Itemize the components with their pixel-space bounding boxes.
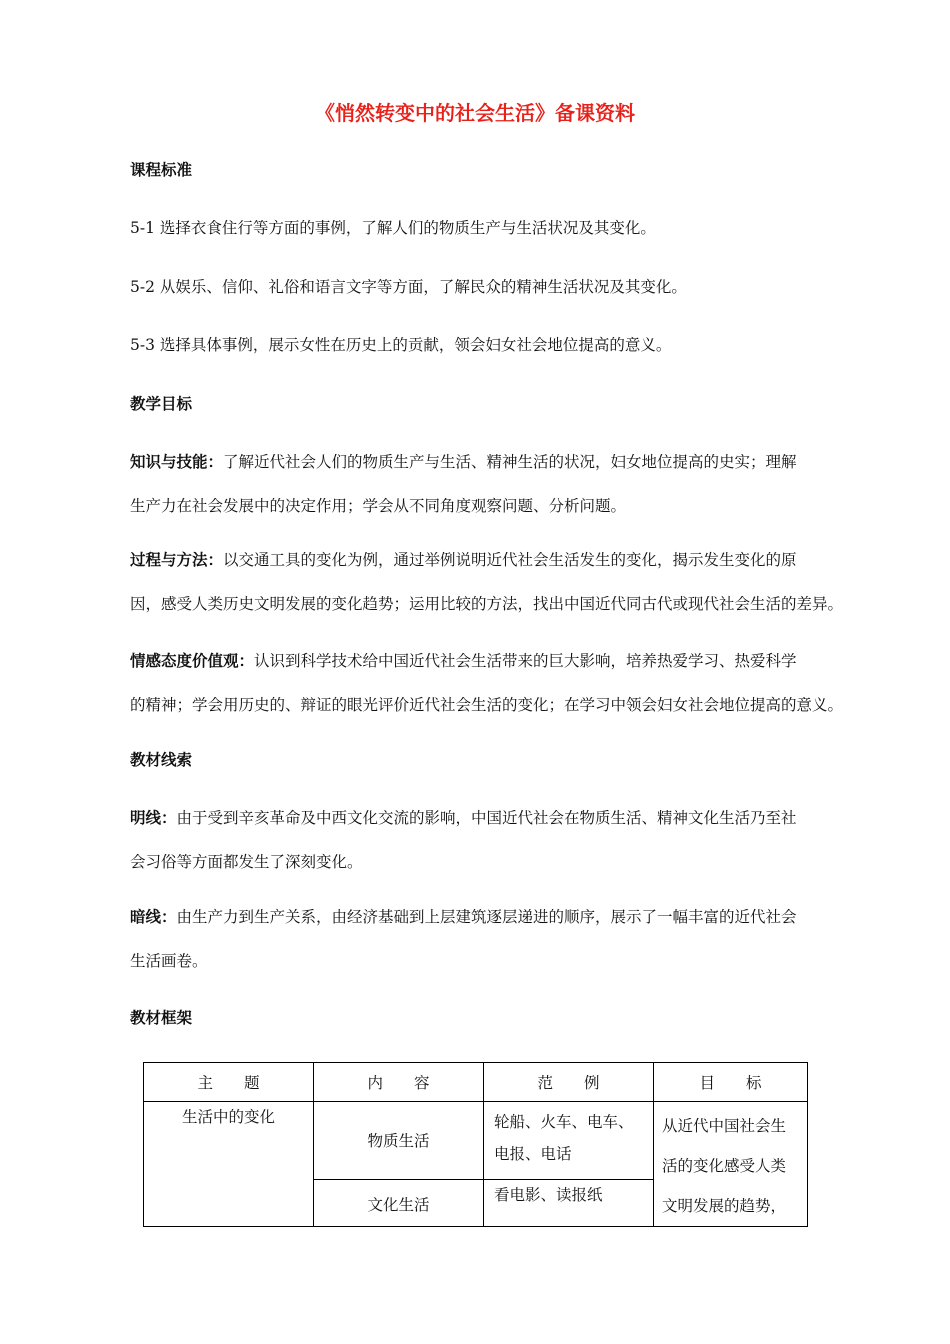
goal-line2: 活的变化感受人类 — [662, 1157, 787, 1175]
clue-explicit-label: 明线： — [130, 809, 177, 827]
goal-emotion-line1: 认识到科学技术给中国近代社会生活带来的巨大影响，培养热爱学习、热爱科学 — [254, 652, 797, 670]
cell-topic: 生活中的变化 — [144, 1102, 314, 1227]
header-content: 内 容 — [314, 1063, 484, 1102]
clue-implicit-label: 暗线： — [130, 908, 177, 926]
goal-line3: 文明发展的趋势， — [662, 1197, 787, 1215]
goal-knowledge-line2: 生产力在社会发展中的决定作用；学会从不同角度观察问题、分析问题。 — [130, 497, 627, 515]
clue-explicit-line1: 由于受到辛亥革命及中西文化交流的影响，中国近代社会在物质生活、精神文化生活乃至社 — [176, 809, 797, 827]
goal-process-line2: 因，感受人类历史文明发展的变化趋势；运用比较的方法，找出中国近代同古代或现代社会生活的差异。 — [130, 595, 844, 613]
cell-example-culture: 看电影、读报纸 — [484, 1179, 654, 1226]
clue-implicit — [130, 906, 854, 994]
clue-implicit-line2: 生活画卷。 — [130, 952, 208, 970]
heading-clues: 教材线索 — [130, 751, 193, 769]
heading-standards: 课程标准 — [130, 161, 193, 179]
goal-emotion-line2: 的精神；学会用历史的、辩证的眼光评价近代社会生活的变化；在学习中领会妇女社会地位提高的意义。 — [130, 696, 844, 714]
clue-explicit — [130, 807, 854, 895]
framework-table — [143, 1062, 808, 1227]
page-title: 《悄然转变中的社会生活》备课资料 — [315, 101, 635, 125]
clue-implicit-line1: 由生产力到生产关系，由经济基础到上层建筑逐层递进的顺序，展示了一幅丰富的近代社会 — [176, 908, 797, 926]
goal-process-label: 过程与方法： — [130, 551, 224, 569]
standard-item-1: 5-1 选择衣食住行等方面的事例，了解人们的物质生产与生活状况及其变化。 — [130, 219, 656, 237]
example-material-line2: 电报、电话 — [494, 1145, 572, 1163]
goal-emotion — [130, 650, 854, 738]
header-goal: 目 标 — [654, 1063, 808, 1102]
cell-example-material — [484, 1102, 654, 1180]
goal-line1: 从近代中国社会生 — [662, 1117, 787, 1135]
standard-item-2: 5-2 从娱乐、信仰、礼俗和语言文字等方面，了解民众的精神生活状况及其变化。 — [130, 278, 687, 296]
heading-framework: 教材框架 — [130, 1009, 193, 1027]
example-material-line1: 轮船、火车、电车、 — [494, 1113, 634, 1131]
goal-knowledge-line1: 了解近代社会人们的物质生产与生活、精神生活的状况，妇女地位提高的史实；理解 — [223, 453, 797, 471]
goal-knowledge-label: 知识与技能： — [130, 453, 224, 471]
goal-knowledge — [130, 451, 854, 539]
clue-explicit-line2: 会习俗等方面都发生了深刻变化。 — [130, 853, 363, 871]
goal-emotion-label: 情感态度价值观： — [130, 652, 255, 670]
cell-content-material: 物质生活 — [314, 1102, 484, 1180]
table-row — [144, 1102, 808, 1180]
cell-goal — [654, 1102, 808, 1227]
standard-item-3: 5-3 选择具体事例，展示女性在历史上的贡献，领会妇女社会地位提高的意义。 — [130, 336, 672, 354]
goal-process — [130, 549, 854, 637]
header-topic: 主 题 — [144, 1063, 314, 1102]
heading-goals: 教学目标 — [130, 395, 193, 413]
header-example: 范 例 — [484, 1063, 654, 1102]
goal-process-line1: 以交通工具的变化为例，通过举例说明近代社会生活发生的变化，揭示发生变化的原 — [223, 551, 797, 569]
table-header-row — [144, 1063, 808, 1102]
cell-content-culture: 文化生活 — [314, 1179, 484, 1226]
